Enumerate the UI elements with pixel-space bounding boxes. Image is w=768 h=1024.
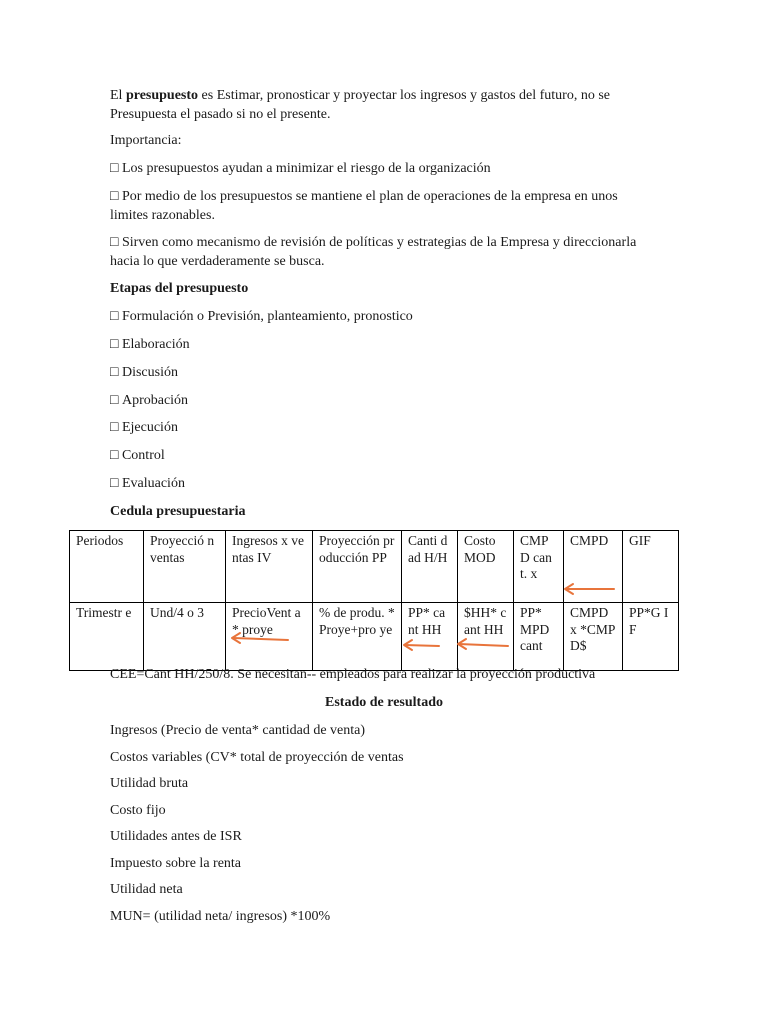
table-cell: Proyección producción PP bbox=[313, 531, 402, 603]
etapa-item: □ Discusión bbox=[110, 364, 655, 383]
etapas-heading-text: Etapas del presupuesto bbox=[110, 281, 249, 296]
table-cell: Periodos bbox=[70, 531, 144, 603]
estado-item: MUN= (utilidad neta/ ingresos) *100% bbox=[110, 909, 331, 924]
cedula-heading-text: Cedula presupuestaria bbox=[110, 504, 246, 519]
importancia-item: □ Sirven como mecanismo de revisión de políticas y estrategias de la Empresa y direccionarla hacia lo que verdaderamente se busca. bbox=[110, 234, 655, 271]
table-cell: Und/4 o 3 bbox=[144, 603, 226, 671]
table-cell: CMP D cant. x bbox=[514, 531, 564, 603]
etapa-item: □ Elaboración bbox=[110, 336, 655, 355]
etapa-item: □ Control bbox=[110, 447, 655, 466]
estado-item: Utilidad neta bbox=[110, 882, 183, 897]
table-cell: % de produ. *Proye+pro ye bbox=[313, 603, 402, 671]
estado-item: Utilidad bruta bbox=[110, 776, 189, 791]
etapa-item: □ Aprobación bbox=[110, 392, 655, 411]
table-cell: CMPD x *CMP D$ bbox=[564, 603, 623, 671]
etapa-item: □ Ejecución bbox=[110, 419, 655, 438]
table-cell: Trimestr e bbox=[70, 603, 144, 671]
table-cell: PP*G IF bbox=[623, 603, 679, 671]
cedula-heading bbox=[110, 503, 655, 522]
estado-heading-text: Estado de resultado bbox=[325, 695, 443, 710]
table-header-row bbox=[70, 531, 679, 603]
estado-item: Utilidades antes de ISR bbox=[110, 829, 242, 844]
table-row bbox=[70, 603, 679, 671]
estado-item: Costos variables (CV* total de proyección de ventas bbox=[110, 750, 404, 765]
etapas-heading bbox=[110, 280, 655, 299]
table-cell: CMPD bbox=[564, 531, 623, 603]
estado-item: Costo fijo bbox=[110, 803, 166, 818]
estado-item: Impuesto sobre la renta bbox=[110, 856, 242, 871]
table-cell: PP* MPD cant bbox=[514, 603, 564, 671]
table-cell: $HH* cant HH bbox=[458, 603, 514, 671]
table-cell: Costo MOD bbox=[458, 531, 514, 603]
table-cell: GIF bbox=[623, 531, 679, 603]
estado-item: Ingresos (Precio de venta* cantidad de venta) bbox=[110, 723, 366, 738]
table-cell: Canti dad H/H bbox=[402, 531, 458, 603]
intro-definition: es Estimar, pronosticar y proyectar los ingresos y gastos del futuro, no se Presupuesta el pasado si no el presente. bbox=[110, 88, 611, 122]
estado-heading bbox=[0, 694, 768, 713]
cee-note: CEE=Cant HH/250/8. Se necesitan-- empleados para realizar la proyección productiva bbox=[110, 667, 596, 682]
importancia-heading: Importancia: bbox=[110, 133, 182, 148]
importancia-item: □ Por medio de los presupuestos se mantiene el plan de operaciones de la empresa en unos limites razonables. bbox=[110, 188, 655, 225]
table-cell: PrecioVent a* proye bbox=[226, 603, 313, 671]
intro-paragraph bbox=[110, 87, 655, 124]
table-cell: PP* cant HH bbox=[402, 603, 458, 671]
etapa-item: □ Formulación o Previsión, planteamiento, pronostico bbox=[110, 308, 655, 327]
intro-term: presupuesto bbox=[125, 88, 199, 103]
cedula-table bbox=[69, 530, 679, 671]
etapa-item: □ Evaluación bbox=[110, 475, 655, 494]
intro-prefix: El bbox=[110, 88, 126, 103]
table-cell: Proyecció n ventas bbox=[144, 531, 226, 603]
importancia-item: □ Los presupuestos ayudan a minimizar el riesgo de la organización bbox=[110, 160, 655, 179]
table-cell: Ingresos x ventas IV bbox=[226, 531, 313, 603]
